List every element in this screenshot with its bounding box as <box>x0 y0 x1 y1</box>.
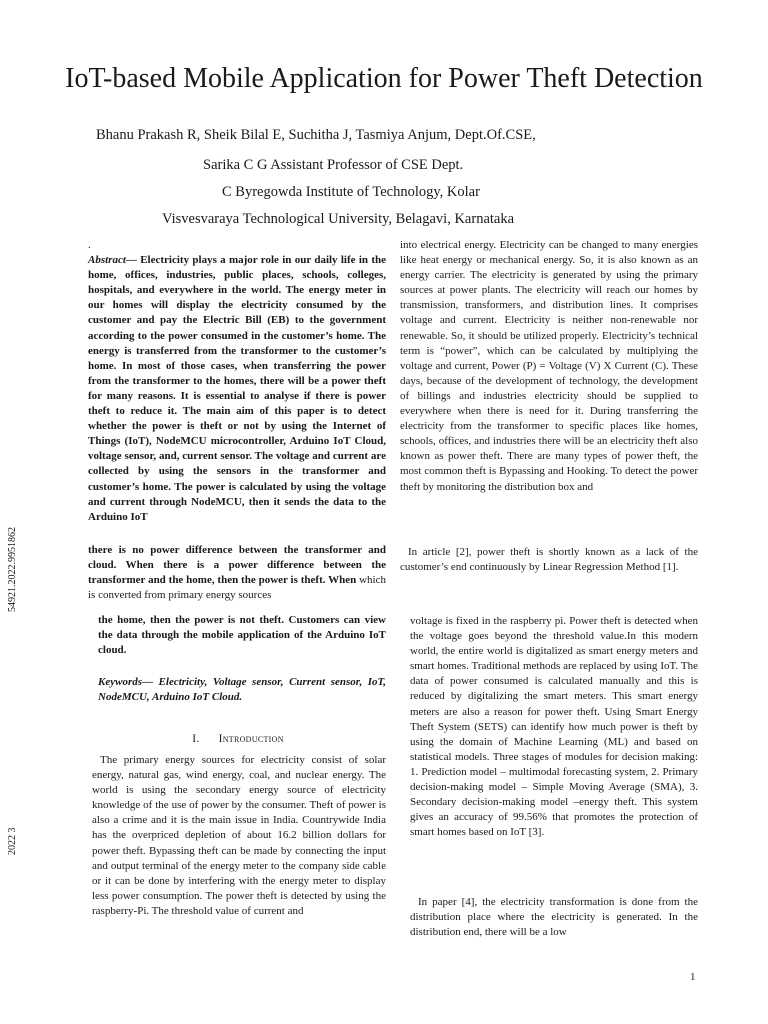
sidebar-year: 2022 3 <box>7 827 18 855</box>
abstract-dot: . <box>88 239 91 251</box>
right-column-block-1 <box>400 238 698 495</box>
abstract-block-1 <box>88 238 386 525</box>
abstract-block-3 <box>98 613 386 658</box>
abstract-text-2: there is no power difference between the transformer and cloud. When there is a power difference between the transformer and the home, then the power is theft. When <box>88 544 386 587</box>
affiliation: C Byregowda Institute of Technology, Kolar <box>222 184 480 200</box>
introduction-body <box>92 753 386 919</box>
abstract-label: Abstract <box>88 254 126 267</box>
university: Visvesvaraya Technological University, Belagavi, Karnataka <box>162 211 515 227</box>
keywords-block <box>98 675 386 705</box>
authors-line-1: Bhanu Prakash R, Sheik Bilal E, Suchitha J, Tasmiya Anjum, Dept.Of.CSE, <box>96 127 536 143</box>
introduction-paragraph: The primary energy sources for electricity consist of solar energy, natural gas, wind energy, coal, and nuclear energy. The world is using the secondary energy source of electricity knowledge of the use of power by the consumer. Theft of power is also a crime and it is the main issue in India. Countrywide India has the overpriced depletion of about 16.2 billion dollars for power theft. Bypassing theft can be made by connecting the input and output terminal of the energy meter to the company side cable or it can be done by interfering with the energy meter to display less power consumption. The power theft is detected by using the raspberry-Pi. The threshold value of current and <box>92 754 386 917</box>
right-column-block-3 <box>410 614 698 840</box>
abstract-text-1: — Electricity plays a major role in our daily life in the home, offices, industries, public places, schools, colleges, hospitals, and everywhere in the world. The energy meter in our homes will display the electricity consumed by the customer and pay the Electric Bill (EB) to the government according to the power consumed in the customer’s home. The energy is transferred from the transformer to the customer’s home. In most of those cases, when transferring the power from the transformer to the homes, there will be a power theft for many reasons. It is essential to analyse if there is power theft to reduce it. The main aim of this paper is to detect whether the power is theft or not by using the Internet of Things (IoT), NodeMCU microcontroller, Arduino IoT Cloud, voltage sensor, and, current sensor. The voltage and current are collected by using the sensors in the transformer and customer’s home. The power is calculated by using the voltage and current through NodeMCU, then it sends the data to the Arduino IoT <box>88 254 386 523</box>
right-column-block-2 <box>400 545 698 575</box>
section-number: I. <box>192 733 200 745</box>
right-column-block-4 <box>410 895 698 940</box>
abstract-block-2 <box>88 543 386 603</box>
sidebar-doi: 54921.2022.9951862 <box>7 527 18 612</box>
right-paragraph-3: voltage is fixed in the raspberry pi. Power theft is detected when the voltage goes beyond the threshold value.In this modern world, the entire world is digitalized as smart energy meters and smart homes. Traditional methods are replaced by using IoT. The data of power consumed is calculated manually and this is reduced by digitalizing the smart meters. This smart energy meters are also a reason for power theft. Using Smart Energy Theft System (SETS) can identify how much power is theft by using the domain of Machine Learning (ML) and based on statistical models. Three stages of modules for decision making: 1. Prediction model – multimodal forecasting system, 2. Primary decision-making model – Simple Moving Average (SMA), 3. Secondary decision-making model –energy theft. This system gives an accuracy of 99.56% that promotes the protection of smart homes based on IoT [3]. <box>410 615 698 839</box>
authors-line-2: Sarika C G Assistant Professor of CSE Dept. <box>203 157 464 173</box>
keywords-label: Keywords <box>98 676 142 688</box>
keywords-text: — Electricity, Voltage sensor, Current sensor, IoT, NodeMCU, Arduino IoT Cloud. <box>98 676 386 704</box>
page-number: 1 <box>690 971 696 983</box>
right-paragraph-4: In paper [4], the electricity transformation is done from the distribution place where the electricity is generated. In the distribution end, there will be a low <box>410 896 698 939</box>
section-title: Introduction <box>218 733 284 745</box>
section-heading-introduction <box>90 733 386 745</box>
right-paragraph-1: into electrical energy. Electricity can be changed to many energies like heat energy or mechanical energy. So, it is also known as an energy carrier. The electricity is generated by using the primary sources at power plants. The electricity will reach our homes by transmission, transformers, and distribution lines. It comprises voltage and current. Electricity is neither non-renewable nor renewable. So, it should be utilized properly. Electricity’s technical term is “power”, which can be calculated by multiplying the voltage and current, Power (P) = Voltage (V) X Current (C). These days, because of the development of technology, the development of billings and industries electricity should be supplied to everywhere when there is need for it. During transferring the electricity from the transformer to specific places like homes, schools, offices, and industries there will be an electricity theft also known as power theft. There are many types of power theft, the most common theft is Bypassing and Hooking. To detect the power theft by monitoring the distribution box and <box>400 239 698 493</box>
abstract-text-2-tail: which is converted from primary energy sources <box>88 574 386 602</box>
right-paragraph-2: In article [2], power theft is shortly known as a lack of the customer’s end continuously by Linear Regression Method [1]. <box>400 546 698 574</box>
paper-title: IoT-based Mobile Application for Power Theft Detection <box>65 63 703 94</box>
abstract-text-3: the home, then the power is not theft. Customers can view the data through the mobile application of the Arduino IoT cloud. <box>98 614 386 657</box>
